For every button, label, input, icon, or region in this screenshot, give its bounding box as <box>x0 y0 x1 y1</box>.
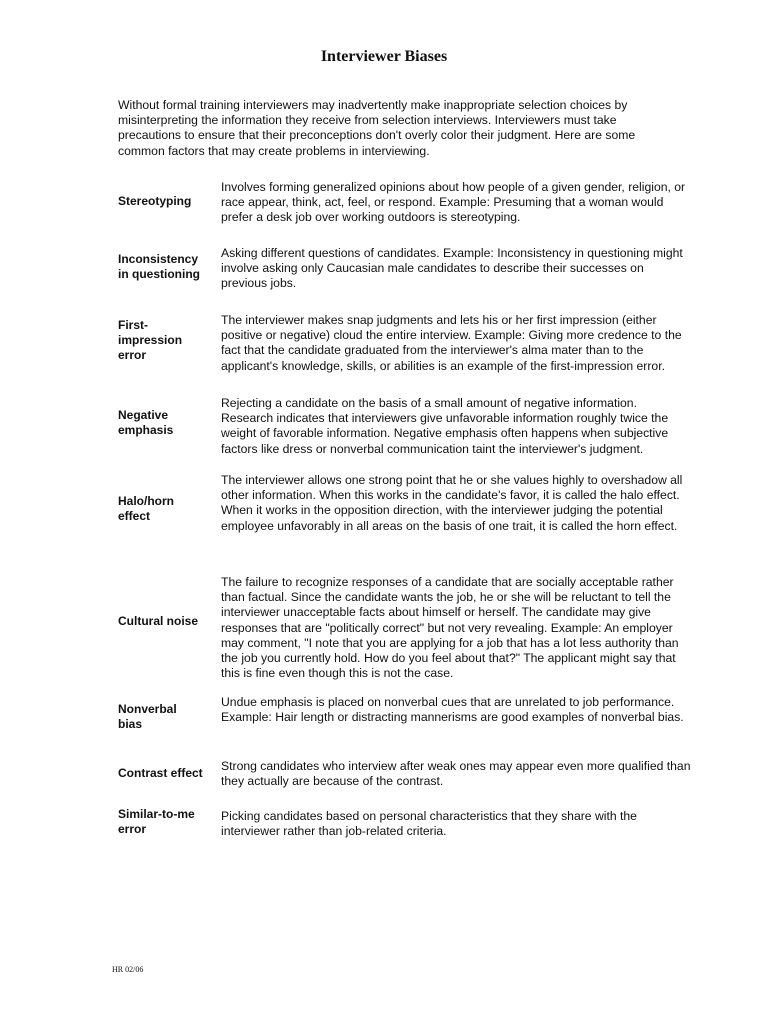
bias-term-negative-emphasis: Negative emphasis <box>118 408 174 438</box>
bias-definition-halo-horn: The interviewer allows one strong point that he or she values highly to overshadow all other information. When this works in the candidate's favor, it is called the halo effect. When it works in the opposition direction, with the interviewer judging the potential employee unfavorably in all areas on the basis of one trait, it is called the horn effect. <box>221 473 683 533</box>
bias-term-similar-to-me: Similar-to-me error <box>118 807 195 837</box>
bias-term-inconsistency: Inconsistency in questioning <box>118 252 200 282</box>
bias-definition-stereotyping: Involves forming generalized opinions about how people of a given gender, religion, or race appear, think, act, feel, or respond. Example: Presuming that a woman would prefer a desk job over working outdoors is stereotyping. <box>221 180 686 225</box>
bias-term-stereotyping: Stereotyping <box>118 194 192 208</box>
footer-code: HR 02/06 <box>112 965 144 974</box>
bias-definition-nonverbal: Undue emphasis is placed on nonverbal cues that are unrelated to job performance. Example: Hair length or distracting mannerisms are good examples of nonverbal bias. <box>221 695 684 725</box>
bias-definition-similar-to-me: Picking candidates based on personal characteristics that they share with the interviewer rather than job-related criteria. <box>221 809 637 839</box>
page-title: Interviewer Biases <box>320 48 448 65</box>
bias-term-first-impression: First-impression error <box>118 318 183 363</box>
bias-definition-negative-emphasis: Rejecting a candidate on the basis of a small amount of negative information. Research indicates that interviewers give unfavorable information roughly twice the weight of favorable information. Negative emphasis often happens when subjective factors like dress or nonverbal communication taint the interviewer's judgment. <box>221 396 669 456</box>
bias-definition-contrast: Strong candidates who interview after weak ones may appear even more qualified than they actually are because of the contrast. <box>221 759 691 789</box>
bias-term-halo-horn: Halo/horn effect <box>118 494 174 524</box>
bias-term-contrast: Contrast effect <box>118 766 203 780</box>
bias-definition-first-impression: The interviewer makes snap judgments and lets his or her first impression (either positive or negative) cloud the entire interview. Example: Giving more credence to the fact that the candidate graduated from the interviewer's alma mater than to the applicant's knowledge, skills, or abilities is an example of the first-impression error. <box>221 313 682 373</box>
bias-definition-inconsistency: Asking different questions of candidates. Example: Inconsistency in questioning might involve asking only Caucasian male candidates to describe their successes on previous jobs. <box>221 246 683 291</box>
bias-definition-cultural-noise: The failure to recognize responses of a candidate that are socially acceptable rather than factual. Since the candidate wants the job, he or she will be reluctant to tell the interviewer unacceptable facts about himself or herself. The candidate may give responses that are "politically correct" but not very revealing. Example: An employer may comment, "I note that you are applying for a job that has a lot less authority than the job you currently hold. How do you feel about that?" The applicant might say that this is fine even though this is not the case. <box>221 575 679 681</box>
bias-term-nonverbal: Nonverbal bias <box>118 702 177 732</box>
intro-paragraph: Without formal training interviewers may inadvertently make inappropriate selection choices by misinterpreting the information they receive from selection interviews. Interviewers must take precautions to ensure that their preconceptions don't overly color their judgment. Here are some common factors that may create problems in interviewing. <box>118 98 636 158</box>
bias-term-cultural-noise: Cultural noise <box>118 614 199 628</box>
